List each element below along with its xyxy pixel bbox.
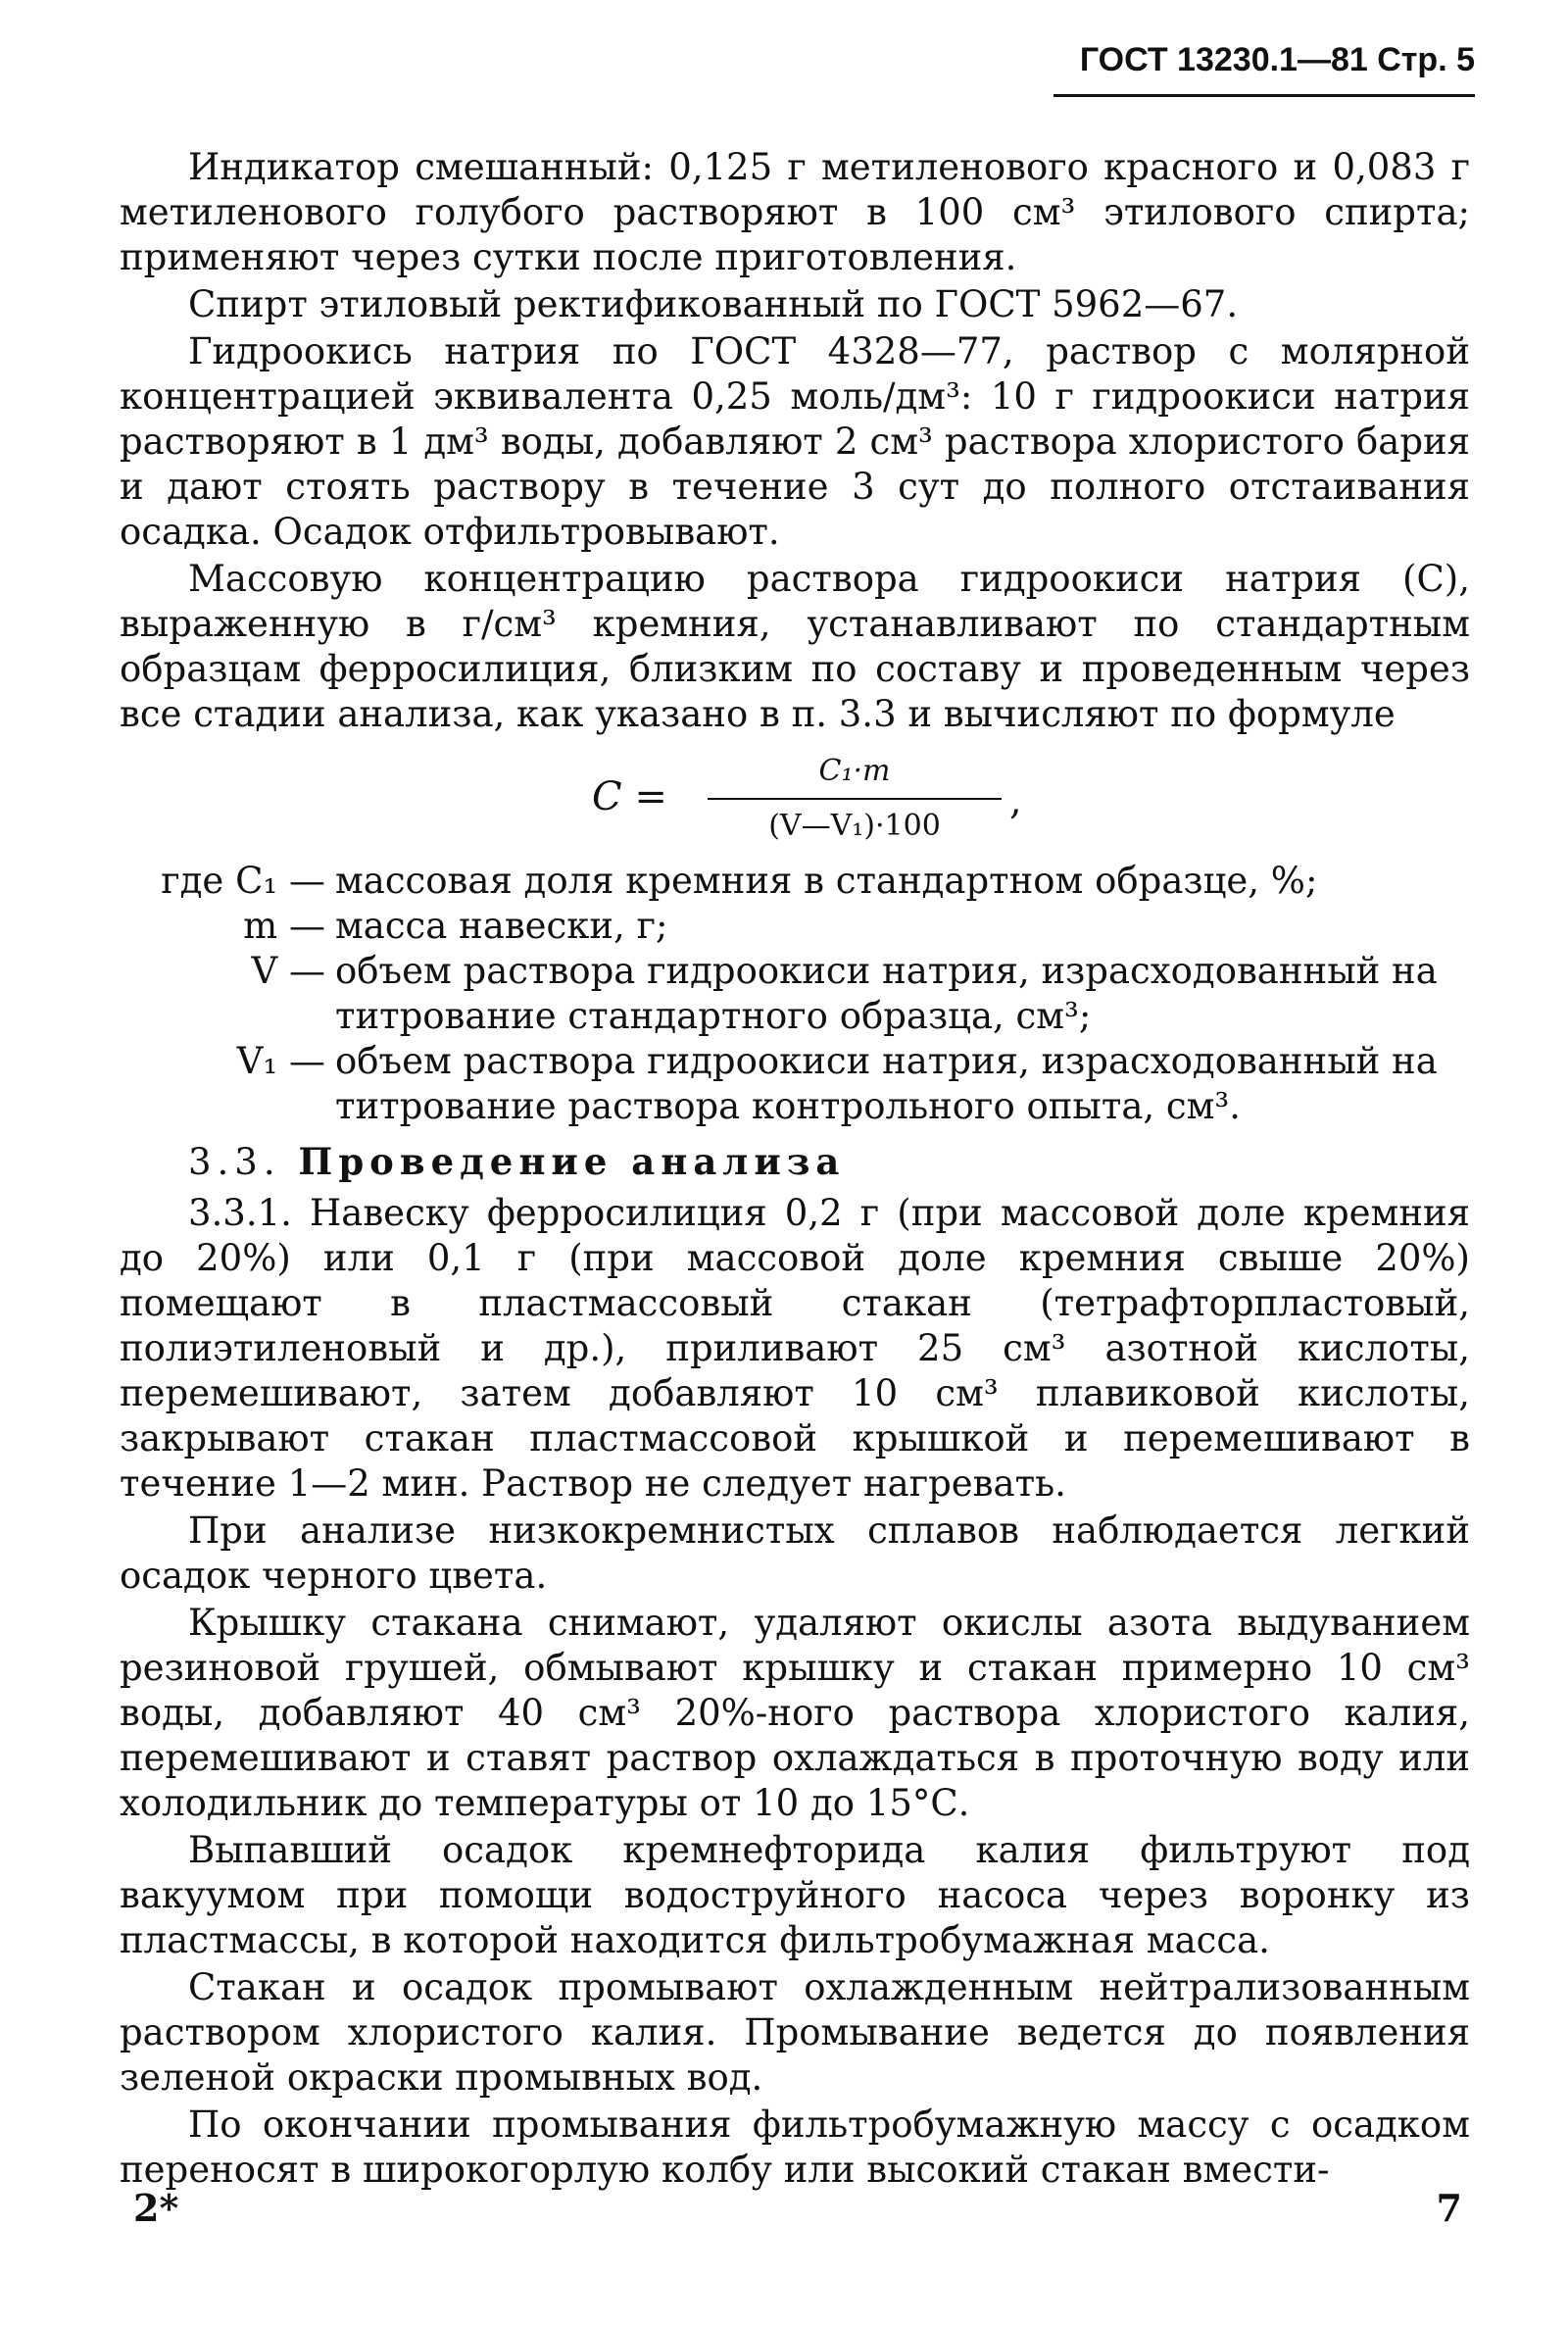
definition-text: объем раствора гидроокиси натрия, израсходованный на титрование раствора контрольного опыта, см³. (335, 1040, 1438, 1127)
definition-symbol: V — (251, 950, 325, 992)
definition-symbol: где C₁ — (161, 860, 325, 902)
formula-denominator: (V—V₁)·100 (768, 809, 941, 843)
paragraph-washing: Стакан и осадок промывают охлажденным нейтрализованным раствором хлористого калия. Промывание ведется до появления зеленой окраски промывных вод. (120, 1966, 1470, 2099)
section-heading (188, 1139, 1470, 1185)
paragraph-sodium-hydroxide: Гидроокись натрия по ГОСТ 4328—77, раствор с молярной концентрацией эквивалента 0,25 моль/дм³: 10 г гидроокиси натрия растворяют в 1 дм³ воды, добавляют 2 см³ раствора хлористого бария и дают стоять раствору в течение 3 сут до полного отстаивания осадка. Осадок отфильтровывают. (120, 330, 1470, 553)
paragraph-ethanol: Спирт этиловый ректификованный по ГОСТ 5962—67. (188, 283, 1239, 325)
formula-fraction (708, 749, 1002, 849)
paragraph-lid: Крышку стакана снимают, удаляют окислы азота выдуванием резиновой грушей, обмывают крышку и стакан примерно 10 см³ воды, добавляют 40 см³ 20%-ного раствора хлористого калия, перемешивают и ставят раствор охлаждаться в проточную воду или холодильник до температуры от 10 до 15°С. (120, 1602, 1470, 1824)
formula-fraction-bar (708, 798, 1002, 800)
paragraph-3-3-1: 3.3.1. Навеску ферросилиция 0,2 г (при массовой доле кремния до 20%) или 0,1 г (при массовой доле кремния свыше 20%) помещают в пластмассовый стакан (тетрафторпластовый, полиэтиленовый и др.), приливают 25 см³ азотной кислоты, перемешивают, затем добавляют 10 см³ плавиковой кислоты, закрывают стакан пластмассовой крышкой и перемешивают в течение 1—2 мин. Раствор не следует нагревать. (120, 1192, 1470, 1505)
section-title: Проведение анализа (298, 1140, 846, 1183)
definition-text: объем раствора гидроокиси натрия, израсходованный на титрование стандартного образца, см³; (335, 950, 1438, 1037)
paragraph-transfer: По окончании промывания фильтробумажную массу с осадком переносят в широкогорлую колбу или высокий стакан вмести- (120, 2103, 1470, 2191)
page-number: 7 (1436, 2186, 1462, 2230)
page-header: ГОСТ 13230.1—81 Стр. 5 (1079, 41, 1475, 78)
paragraph-mass-concentration: Массовую концентрацию раствора гидроокиси натрия (С), выраженную в г/см³ кремния, устанавливают по стандартным образцам ферросилиция, близким по составу и проведенным через все стадии анализа, как указано в п. 3.3 и вычисляют по формуле (120, 558, 1470, 735)
formula-lhs: C = (592, 774, 667, 819)
header-rule (1054, 94, 1475, 97)
definition-symbol: V₁ — (236, 1040, 325, 1082)
formula (120, 745, 1470, 851)
formula-numerator: C₁·m (818, 754, 891, 788)
signature-mark: 2* (133, 2186, 179, 2230)
paragraph-indicator: Индикатор смешанный: 0,125 г метиленового красного и 0,083 г метиленового голубого растворяют в 100 см³ этилового спирта; применяют через сутки после приготовления. (120, 146, 1470, 278)
document-body (120, 145, 1470, 2195)
definitions-list (120, 859, 1470, 1129)
paragraph-low-silicon: При анализе низкокремнистых сплавов наблюдается легкий осадок черного цвета. (120, 1509, 1470, 1597)
definition-c1 (120, 859, 1470, 904)
section-number: 3.3. (188, 1141, 281, 1183)
paragraph-precipitate: Выпавший осадок кремнефторида калия фильтруют под вакуумом при помощи водоструйного насоса через воронку из пластмассы, в которой находится фильтробумажная масса. (120, 1829, 1470, 1961)
definition-v (120, 949, 1470, 1039)
definition-text: масса навески, г; (335, 905, 668, 947)
definition-text: массовая доля кремния в стандартном образце, %; (335, 860, 1318, 902)
definition-symbol: m — (243, 905, 325, 947)
definition-v1 (120, 1039, 1470, 1129)
formula-comma: , (1009, 778, 1022, 823)
definition-m (120, 904, 1470, 949)
